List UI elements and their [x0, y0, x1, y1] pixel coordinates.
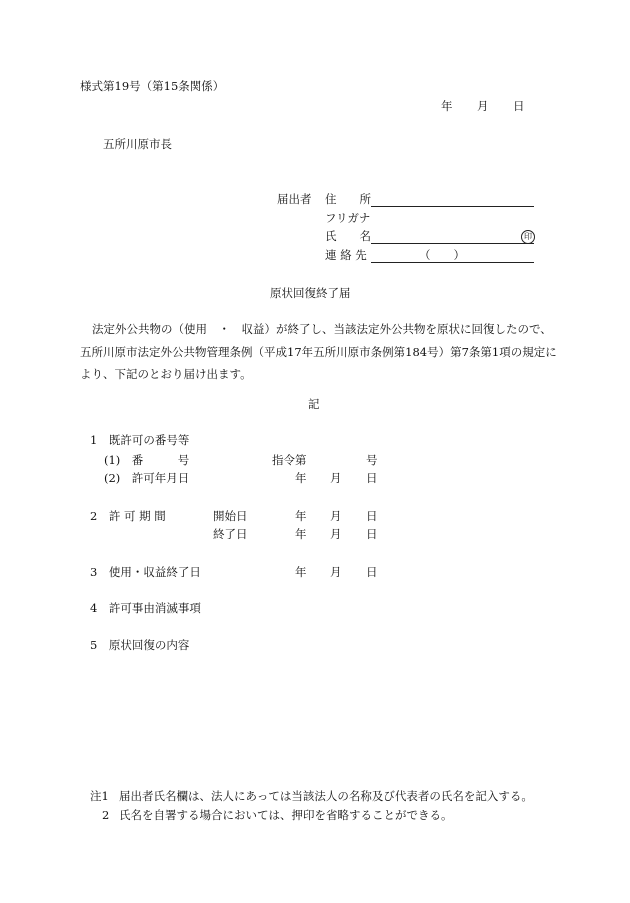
form-number: 様式第19号（第15条関係） [80, 79, 225, 93]
item-4-label: 4 許可事由消滅事項 [90, 601, 201, 615]
item-1-number-suffix: 号 [366, 453, 378, 467]
item-3-label: 3 使用・収益終了日 [90, 565, 201, 579]
item-2-label: 2 許 可 期 間 [90, 509, 166, 523]
end-date-label: 終了日 [213, 527, 248, 541]
date-year: 年 [295, 565, 307, 579]
item-5-label: 5 原状回復の内容 [90, 638, 190, 652]
date-day: 日 [366, 527, 378, 541]
body-line: 五所川原市法定外公共物管理条例（平成17年五所川原市条例第184号）第7条第1項の規定に [80, 344, 557, 359]
contact-paren: （ ） [419, 248, 465, 262]
start-date-label: 開始日 [213, 509, 248, 523]
ki-heading: 記 [308, 397, 320, 411]
date-year: 年 [295, 527, 307, 541]
document-title: 原状回復終了届 [270, 286, 351, 300]
body-line: より、下記のとおり届け出ます。 [80, 367, 252, 381]
seal-mark: 印 [521, 230, 535, 244]
address-label: 住 所 [325, 192, 371, 206]
name-field[interactable] [371, 243, 534, 244]
name-label: 氏 名 [325, 229, 371, 243]
date-day: 日 [366, 509, 378, 523]
item-1-date-label: (2) 許可年月日 [104, 471, 190, 485]
date-month: 月 [330, 509, 342, 523]
item-1-number-prefix: 指令第 [272, 453, 307, 467]
note-2-mark: 2 [102, 808, 110, 822]
note-1-mark: 注1 [90, 789, 109, 803]
date-month: 月 [330, 471, 342, 485]
date-month: 月 [330, 527, 342, 541]
date-month: 月 [477, 99, 489, 113]
note-1-text: 届出者氏名欄は、法人にあっては当該法人の名称及び代表者の氏名を記入する。 [119, 789, 533, 803]
date-year: 年 [295, 471, 307, 485]
applicant-label: 届出者 [277, 192, 312, 206]
note-2-text: 氏名を自署する場合においては、押印を省略することができる。 [119, 808, 453, 822]
date-year: 年 [295, 509, 307, 523]
date-month: 月 [330, 565, 342, 579]
contact-field[interactable] [371, 262, 534, 263]
body-paragraph [80, 318, 555, 386]
addressee: 五所川原市長 [103, 137, 172, 151]
date-day: 日 [366, 471, 378, 485]
furigana-label: フリガナ [325, 211, 371, 225]
item-1-number-label: (1) 番 号 [104, 453, 190, 467]
body-line: 法定外公共物の（使用 ・ 収益）が終了し、当該法定外公共物を原状に回復したので、 [92, 322, 552, 336]
address-field[interactable] [371, 206, 534, 207]
date-day: 日 [513, 99, 525, 113]
date-day: 日 [366, 565, 378, 579]
date-year: 年 [441, 99, 453, 113]
item-1-label: 1 既許可の番号等 [90, 433, 190, 447]
contact-label: 連 絡 先 [325, 248, 367, 262]
